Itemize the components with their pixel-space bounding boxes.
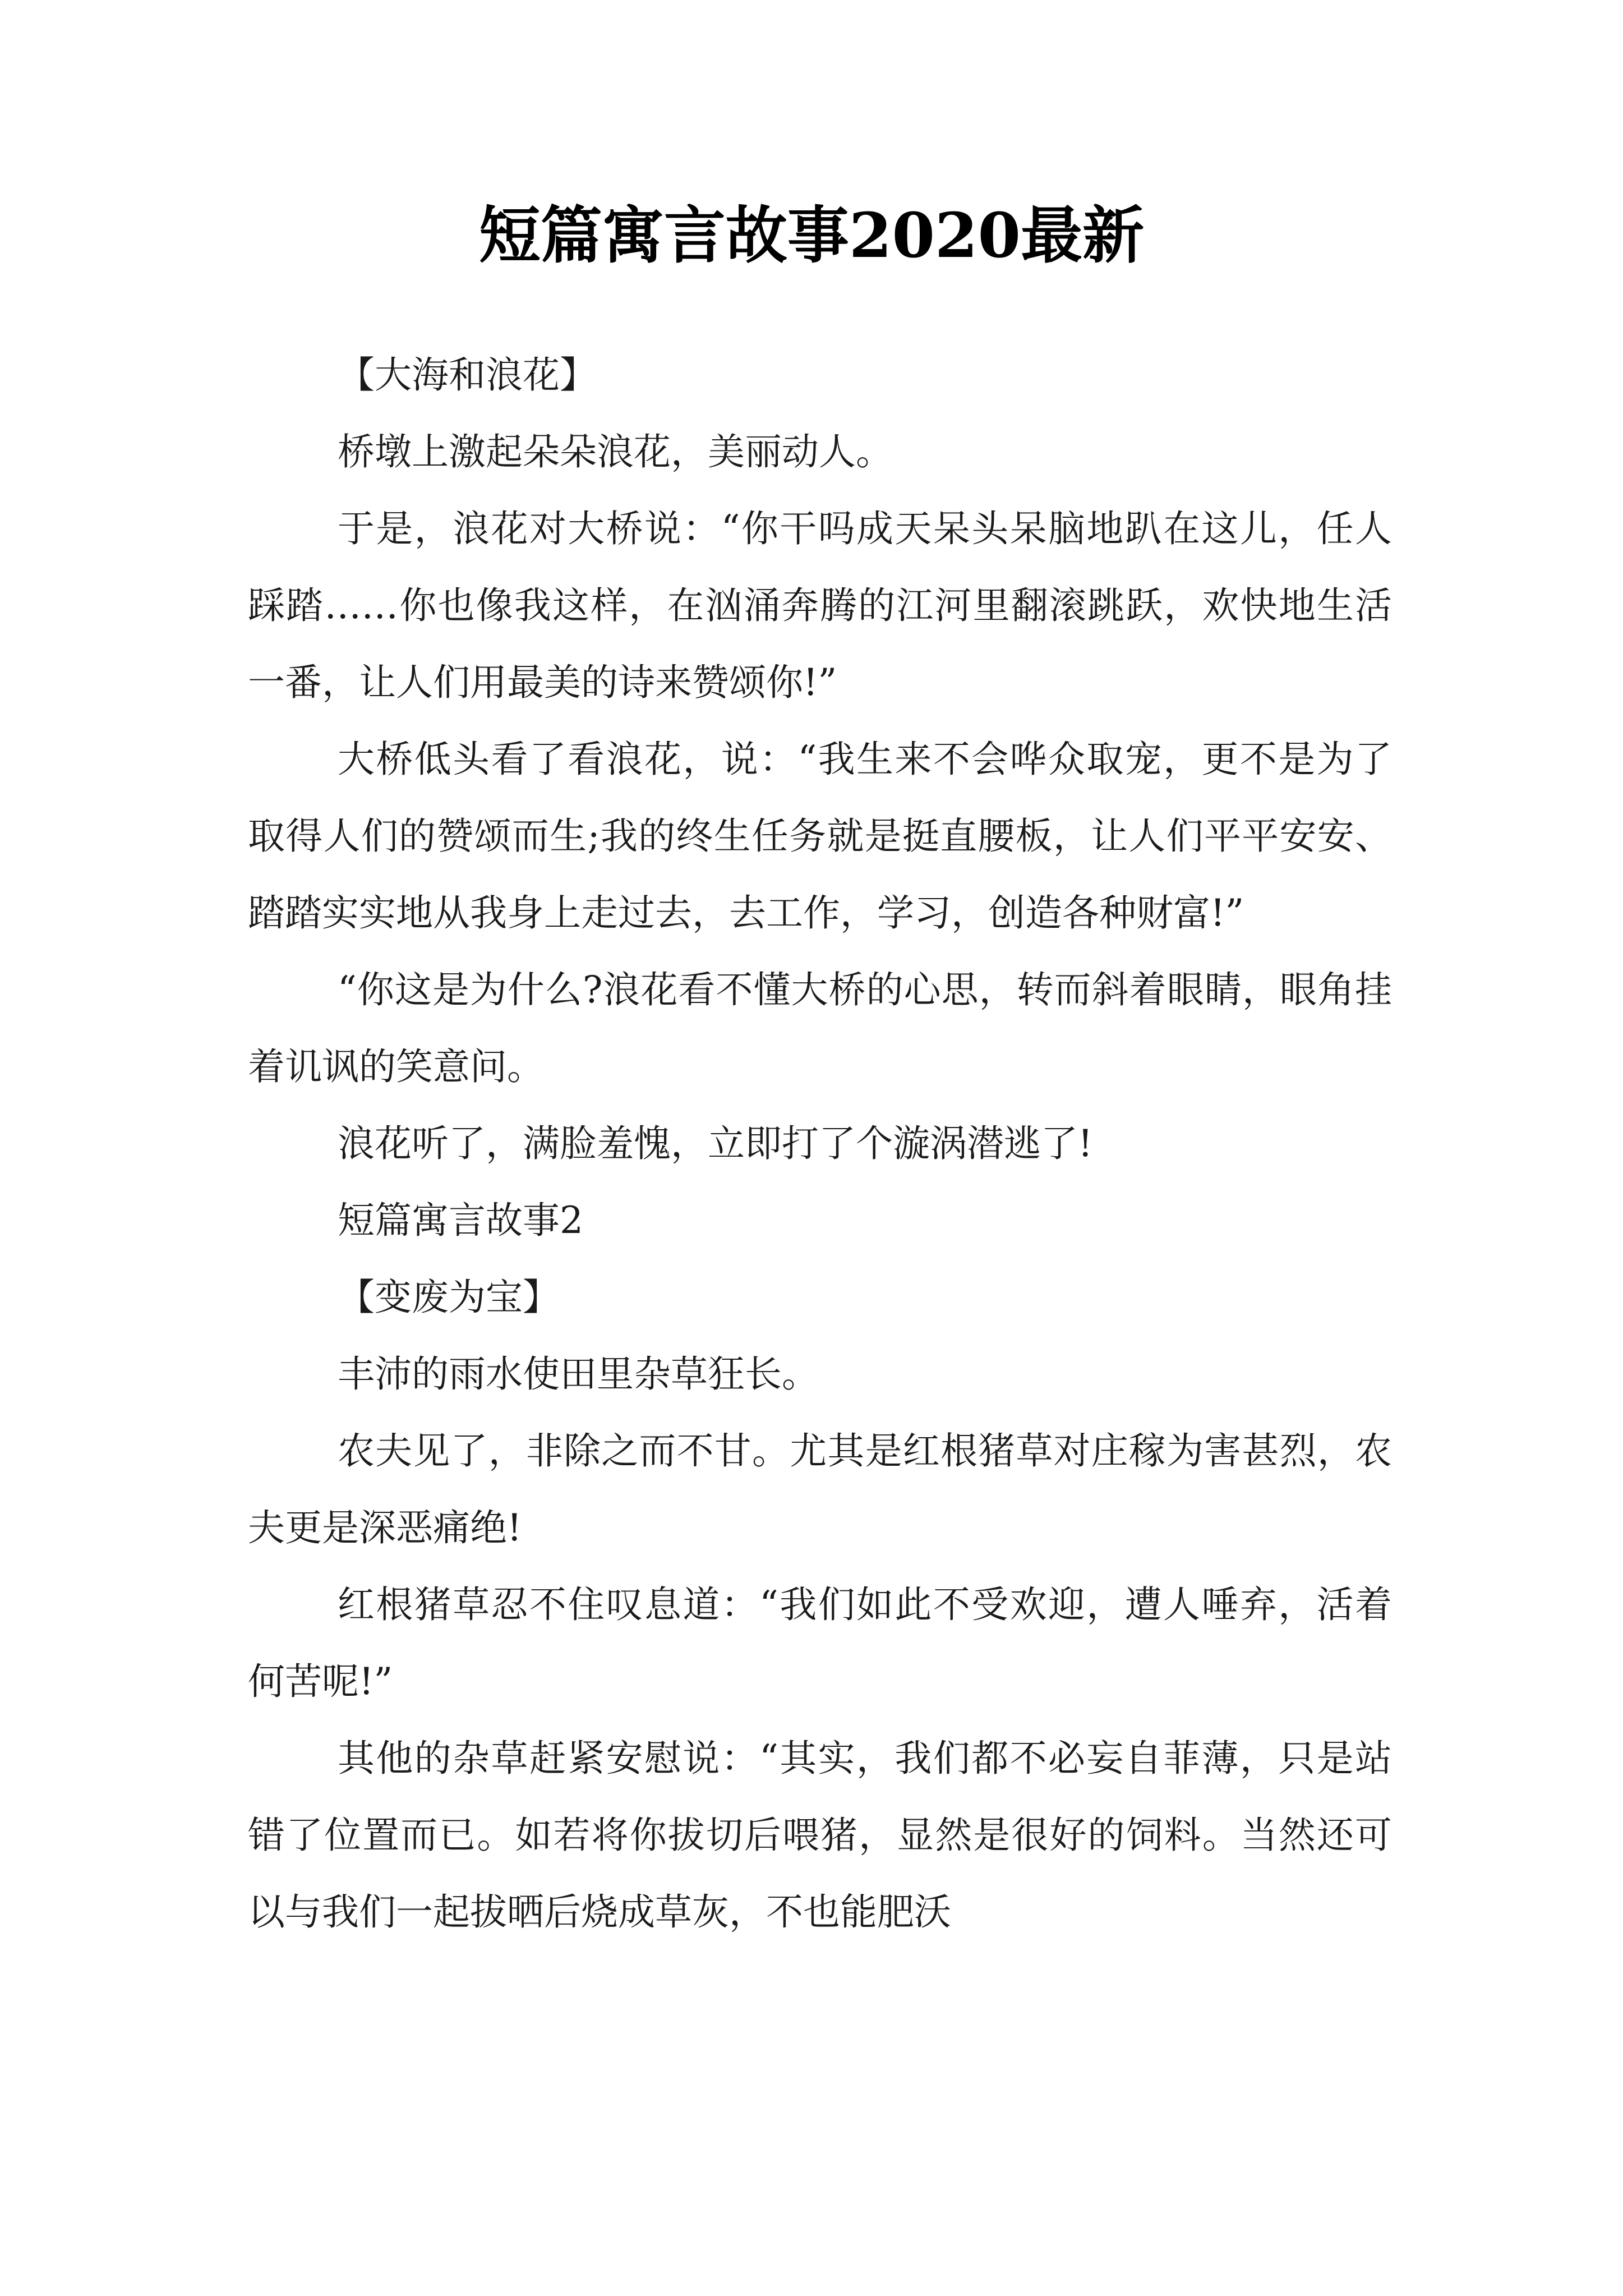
document-title: 短篇寓言故事2020最新 (478, 199, 1145, 272)
paragraph: 其他的杂草赶紧安慰说：“其实，我们都不必妄自菲薄，只是站错了位置而已。如若将你拔切后喂猪，显然是很好的饲料。当然还可以与我们一起拔晒后烧成草灰，不也能肥沃 (248, 1737, 1392, 1934)
paragraph: 桥墩上激起朵朵浪花，美丽动人。 (338, 430, 893, 473)
section-heading: 【变废为宝】 (338, 1276, 560, 1319)
paragraph: “你这是为什么?浪花看不懂大桥的心思，转而斜着眼睛，眼角挂着讥讽的笑意问。 (248, 968, 1392, 1088)
section-heading: 【大海和浪花】 (338, 353, 597, 397)
document-body (248, 337, 1392, 1950)
paragraph: 红根猪草忍不住叹息道：“我们如此不受欢迎，遭人唾弃，活着何苦呢!” (248, 1583, 1392, 1703)
story-subtitle: 短篇寓言故事2 (338, 1199, 583, 1242)
paragraph: 农夫见了，非除之而不甘。尤其是红根猪草对庄稼为害甚烈，农夫更是深恶痛绝! (248, 1429, 1392, 1549)
paragraph: 于是，浪花对大桥说：“你干吗成天呆头呆脑地趴在这儿，任人踩踏……你也像我这样，在汹涌奔腾的江河里翻滚跳跃，欢快地生活一番，让人们用最美的诗来赞颂你!” (248, 507, 1392, 704)
paragraph: 丰沛的雨水使田里杂草狂长。 (338, 1352, 819, 1396)
paragraph: 浪花听了，满脸羞愧，立即打了个漩涡潜逃了! (338, 1122, 1093, 1165)
paragraph: 大桥低头看了看浪花，说：“我生来不会哗众取宠，更不是为了取得人们的赞颂而生;我的终生任务就是挺直腰板，让人们平平安安、踏踏实实地从我身上走过去，去工作，学习，创造各种财富!” (248, 738, 1392, 935)
